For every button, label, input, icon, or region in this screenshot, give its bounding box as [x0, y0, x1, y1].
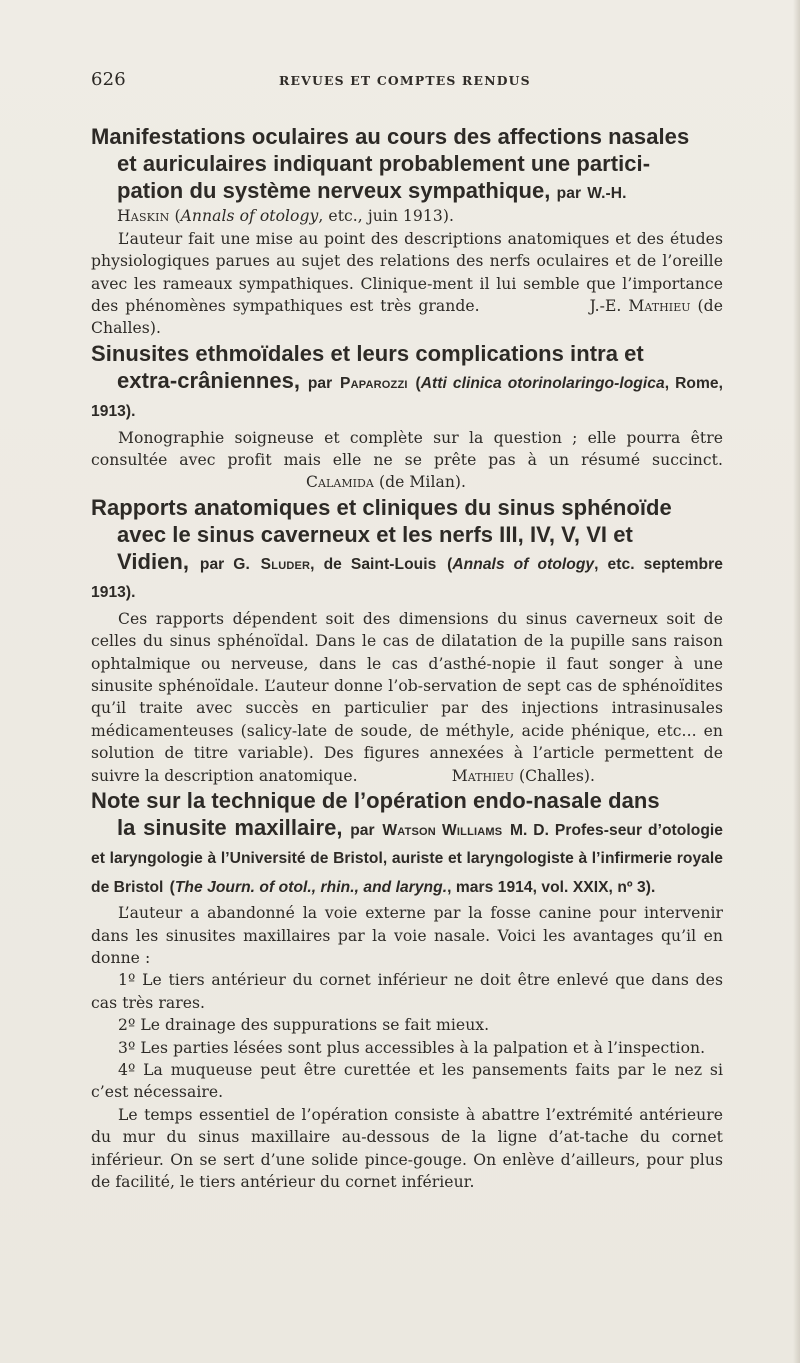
reference-details: , mars 1914, vol. XXIX, nº 3).	[447, 878, 656, 896]
entry-title-line: avec le sinus caverneux et les nerfs III, IV, V, VI et	[117, 521, 633, 547]
entry-body-text: L’auteur fait une mise au point des descriptions anatomiques et des études physiologiques parues au sujet des relations des nerfs oculaires et de l’oreille avec les rameaux sympathiques. Clinique-ment il lui semble que l’importance des phénomènes sympathiques est très grande.	[91, 229, 723, 316]
list-item: 1º Le tiers antérieur du cornet inférieur ne doit être enlevé que dans des cas très rares.	[91, 971, 723, 1012]
entry-title-line: extra-crâniennes,	[117, 367, 301, 393]
reference-author: Watson Williams	[382, 821, 503, 839]
journal-running-title: REVUES ET COMPTES RENDUS	[279, 73, 531, 88]
entry-body-text: Ces rapports dépendent soit des dimensions du sinus caverneux soit de celles du sinus sphénoïdal. Dans le cas de dilatation de la pupille sans raison ophtalmique ou nerveuse, dans le cas d’asthé-nopie il faut songer à une sinusite sphénoïdale. L’auteur donne l’ob-servation de sept cas de sphénoïdites qu’il traite avec succès en particulier par des injections intrasinusales médicamenteuses (salicy-late de soude, de méthyle, acide phénique, etc... en solution de titre variable). Des figures annexées à l’article permettent de suivre la description anatomique.	[91, 609, 723, 785]
signature-name: J.-E. Mathieu	[589, 297, 691, 316]
entry-title-4	[91, 787, 723, 899]
reference-affiliation: M. D. Profes-seur d’otologie et laryngologie à l’Université de Bristol, auriste et laryngologiste à l’infirmerie royale de Bristol	[91, 821, 724, 896]
reference-details: , etc., juin 1913).	[318, 207, 454, 226]
entry-title-line: Manifestations oculaires au cours des affections nasales	[91, 124, 690, 149]
list-item: 2º Le drainage des suppurations se fait mieux.	[118, 1016, 490, 1035]
reference-line	[117, 207, 454, 225]
entry-body	[91, 228, 723, 340]
entry-body-text: Monographie soigneuse et complète sur la question ; elle pourra être consultée avec profit mais elle ne se prête pas à un résumé succinct.	[91, 428, 723, 470]
page-edge-shadow	[793, 0, 800, 1363]
entry-title-line: Note sur la technique de l’opération endo-nasale dans	[91, 787, 660, 813]
entry-body: Le temps essentiel de l’opération consiste à abattre l’extrémité antérieure du mur du sinus maxillaire au-dessous de la ligne d’at-tache du cornet inférieur. On se sert d’une solide pince-gouge. On enlève d’ailleurs, pour plus de facilité, le tiers antérieur du cornet inférieur.	[91, 1105, 723, 1192]
reference-open-paren: (	[447, 555, 453, 573]
reference-by: par	[350, 821, 375, 839]
reference-author: Paparozzi	[340, 374, 408, 392]
article-entry-4	[91, 787, 723, 1194]
entry-title-3	[91, 494, 723, 605]
running-header	[91, 69, 723, 97]
entry-title-line: Vidien,	[117, 548, 190, 574]
reference-affiliation: , de Saint-Louis	[310, 555, 437, 573]
article-entry-2	[91, 340, 723, 494]
reference-details: , etc. septembre 1913).	[91, 555, 723, 602]
signature-place: (de Challes).	[91, 297, 723, 338]
reference-open-paren: (	[174, 207, 181, 226]
reference-by: par G.	[199, 555, 250, 573]
article-entry-3	[91, 494, 723, 787]
reference-by: par	[556, 185, 582, 202]
signature-place: (de Milan).	[378, 473, 467, 492]
entry-title-line: et auriculaires indiquant probablement une partici-	[117, 151, 651, 176]
signature-name: Mathieu	[451, 766, 514, 785]
article-entry-1	[91, 123, 723, 340]
entry-title-line: Sinusites ethmoïdales et leurs complications intra et	[91, 340, 644, 366]
entry-title-line: Rapports anatomiques et cliniques du sinus sphénoïde	[91, 494, 672, 520]
reference-by: par	[307, 374, 333, 392]
reference-open-paren: (	[415, 374, 421, 392]
list-item: 3º Les parties lésées sont plus accessibles à la palpation et à l’inspection.	[118, 1038, 706, 1057]
journal-name: Annals of otology	[452, 555, 595, 573]
reference-open-paren: (	[169, 878, 175, 896]
signature-name: Calamida	[306, 473, 374, 492]
entry-title-1	[91, 123, 723, 205]
journal-name: Atti clinica otorinolaringo-logica	[420, 374, 665, 392]
entry-title-2	[91, 340, 723, 424]
list-item: 4º La muqueuse peut être curettée et les pansements faits par le nez si c’est nécessaire.	[91, 1061, 723, 1102]
reference-author: Haskin	[117, 207, 170, 226]
entry-title-line: la sinusite maxillaire,	[117, 814, 343, 840]
signature-place: (Challes).	[518, 766, 596, 785]
reference-author: Sluder	[260, 555, 311, 573]
reference-details: , Rome, 1913).	[91, 374, 723, 421]
entry-body	[91, 608, 723, 787]
page-number: 626	[91, 69, 126, 90]
journal-name: The Journ. of otol., rhin., and laryng.	[174, 878, 448, 896]
journal-name: Annals of otology	[180, 207, 319, 226]
page-content	[91, 69, 723, 1193]
entry-body: L’auteur a abandonné la voie externe par la fosse canine pour intervenir dans les sinusites maxillaires par la voie nasale. Voici les avantages qu’il en donne :	[91, 904, 723, 967]
reference-author-initials: W.-H.	[587, 185, 627, 202]
entry-title-line: pation du système nerveux sympathique,	[117, 178, 551, 203]
entry-body	[91, 427, 723, 494]
